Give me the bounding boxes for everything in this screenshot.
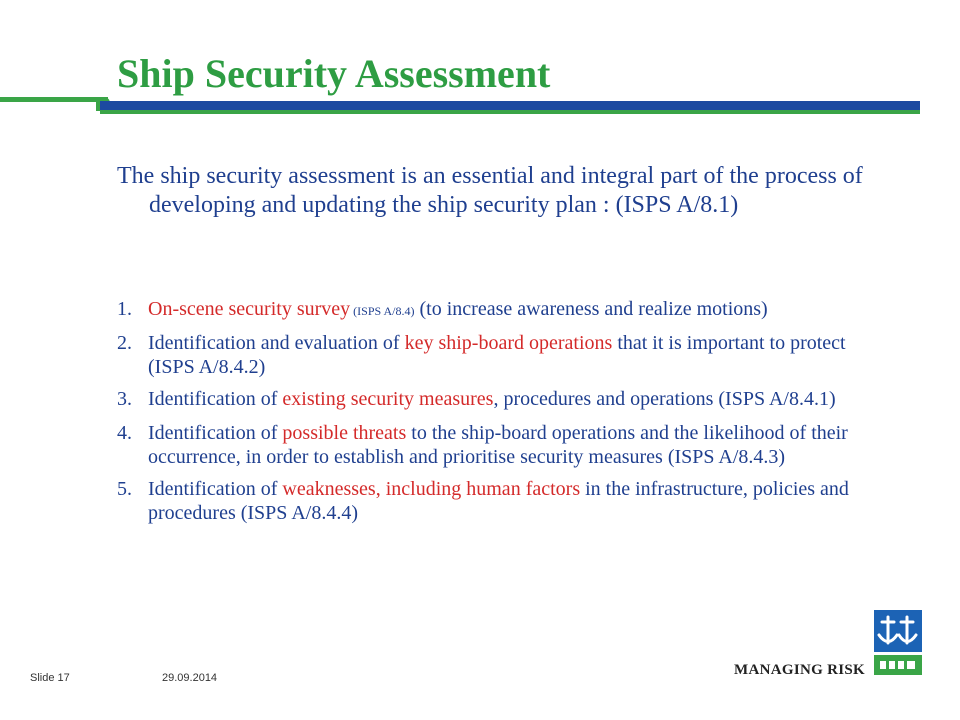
list-number: 2. — [117, 332, 132, 354]
title-underline-green-thin — [100, 110, 920, 114]
item-highlight: On-scene security survey — [148, 298, 351, 320]
item-text: Identification and evaluation of — [148, 332, 405, 354]
tagline: MANAGING RISK — [734, 662, 865, 678]
intro-paragraph: The ship security assessment is an essential and integral part of the process of developing and updating the ship security plan : (ISPS A/8.1) — [117, 163, 863, 218]
item-text-rest: , procedures and operations (ISPS A/8.4.1) — [493, 388, 836, 410]
title-underline-green — [0, 97, 108, 102]
slide-title: Ship Security Assessment — [117, 51, 551, 96]
list-number: 1. — [117, 298, 132, 320]
list-number: 3. — [117, 388, 132, 410]
item-text: Identification of — [148, 422, 283, 444]
item-highlight: existing security measures — [282, 388, 494, 410]
list-item — [117, 478, 887, 524]
item-highlight: possible threats — [282, 422, 407, 444]
assessment-steps-list — [117, 298, 887, 534]
item-highlight: weaknesses, including human factors — [282, 478, 581, 500]
item-text-rest: to the ship-board operations and the likelihood of their occurrence, in order to establish and prioritise security measures (ISPS A/8.4.3) — [148, 422, 848, 468]
item-text: Identification of — [148, 478, 283, 500]
item-text-rest: that it is important to protect (ISPS A/8.4.2) — [148, 332, 846, 378]
title-underline-blue — [100, 101, 920, 110]
list-number: 5. — [117, 478, 132, 500]
list-item — [117, 332, 887, 378]
list-number: 4. — [117, 422, 132, 444]
company-logo-icon — [874, 610, 922, 678]
item-reference: (ISPS A/8.4) — [350, 304, 415, 318]
item-highlight: key ship-board operations — [404, 332, 613, 354]
item-text: Identification of — [148, 388, 283, 410]
slide-number: Slide 17 — [30, 672, 70, 684]
slide-date: 29.09.2014 — [162, 672, 218, 684]
item-text-rest: in the infrastructure, policies and procedures (ISPS A/8.4.4) — [148, 478, 849, 524]
list-item — [117, 422, 887, 468]
list-item — [117, 388, 887, 412]
item-text-rest: (to increase awareness and realize motions) — [414, 298, 768, 320]
list-item — [117, 298, 887, 322]
